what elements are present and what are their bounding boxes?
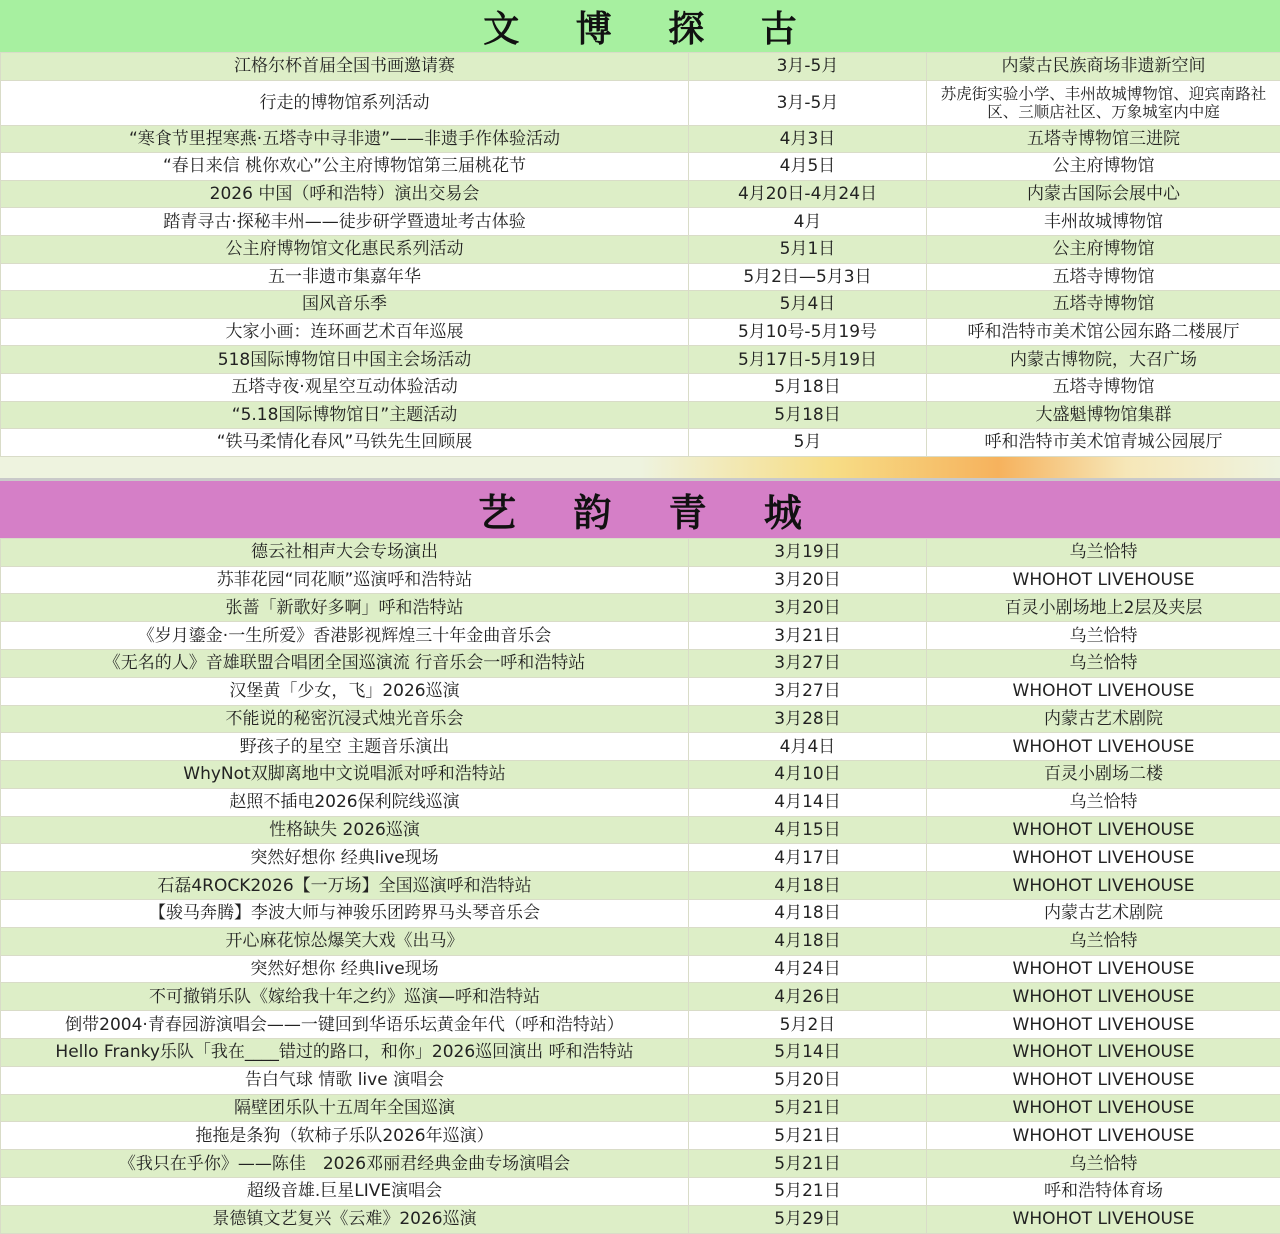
event-name-cell: 野孩子的星空 主题音乐演出 [1, 733, 689, 761]
event-venue-cell: WHOHOT LIVEHOUSE [927, 844, 1280, 872]
event-date-cell: 5月14日 [689, 1039, 927, 1067]
event-name-cell: 行走的博物馆系列活动 [1, 80, 689, 125]
section-gap [0, 457, 1280, 478]
event-venue-cell: 五塔寺博物馆 [927, 373, 1280, 401]
event-date-cell: 5月10号-5月19号 [689, 318, 927, 346]
table-row [1, 346, 1280, 374]
event-venue-cell: 五塔寺博物馆 [927, 291, 1280, 319]
event-venue-cell: 大盛魁博物馆集群 [927, 401, 1280, 429]
table-row [1, 816, 1280, 844]
table-row [1, 125, 1280, 153]
event-venue-cell: 乌兰恰特 [927, 1150, 1280, 1178]
event-date-cell: 4月4日 [689, 733, 927, 761]
table-row [1, 927, 1280, 955]
event-venue-cell: WHOHOT LIVEHOUSE [927, 983, 1280, 1011]
table-row [1, 373, 1280, 401]
event-date-cell: 4月18日 [689, 900, 927, 928]
event-date-cell: 3月21日 [689, 622, 927, 650]
event-name-cell: 江格尔杯首届全国书画邀请赛 [1, 53, 689, 81]
table-row [1, 235, 1280, 263]
event-venue-cell: 乌兰恰特 [927, 649, 1280, 677]
event-venue-cell: 内蒙古博物院，大召广场 [927, 346, 1280, 374]
event-venue-cell: WHOHOT LIVEHOUSE [927, 955, 1280, 983]
event-date-cell: 3月-5月 [689, 80, 927, 125]
event-name-cell: WhyNot双脚离地中文说唱派对呼和浩特站 [1, 761, 689, 789]
event-date-cell: 5月21日 [689, 1150, 927, 1178]
table-row [1, 180, 1280, 208]
table-row [1, 733, 1280, 761]
event-venue-cell: 五塔寺博物馆 [927, 263, 1280, 291]
event-venue-cell: 公主府博物馆 [927, 235, 1280, 263]
event-venue-cell: 乌兰恰特 [927, 622, 1280, 650]
table-row [1, 1122, 1280, 1150]
event-name-cell: 【骏马奔腾】李波大师与神骏乐团跨界马头琴音乐会 [1, 900, 689, 928]
event-date-cell: 5月1日 [689, 235, 927, 263]
event-venue-cell: 呼和浩特市美术馆公园东路二楼展厅 [927, 318, 1280, 346]
event-date-cell: 3月19日 [689, 538, 927, 566]
event-name-cell: 踏青寻古·探秘丰州——徒步研学暨遗址考古体验 [1, 208, 689, 236]
events-table-arts-city [0, 538, 1280, 1234]
table-row [1, 53, 1280, 81]
event-date-cell: 4月20日-4月24日 [689, 180, 927, 208]
event-name-cell: 突然好想你 经典live现场 [1, 955, 689, 983]
event-date-cell: 4月10日 [689, 761, 927, 789]
event-date-cell: 4月26日 [689, 983, 927, 1011]
event-name-cell: 性格缺失 2026巡演 [1, 816, 689, 844]
event-name-cell: 德云社相声大会专场演出 [1, 538, 689, 566]
event-date-cell: 3月20日 [689, 594, 927, 622]
event-date-cell: 5月21日 [689, 1122, 927, 1150]
event-name-cell: 不能说的秘密沉浸式烛光音乐会 [1, 705, 689, 733]
table-row [1, 983, 1280, 1011]
event-date-cell: 5月2日—5月3日 [689, 263, 927, 291]
event-venue-cell: 内蒙古艺术剧院 [927, 705, 1280, 733]
event-name-cell: 赵照不插电2026保利院线巡演 [1, 788, 689, 816]
event-name-cell: 公主府博物馆文化惠民系列活动 [1, 235, 689, 263]
event-venue-cell: 内蒙古艺术剧院 [927, 900, 1280, 928]
event-name-cell: “铁马柔情化春风”马铁先生回顾展 [1, 429, 689, 457]
event-date-cell: 4月3日 [689, 125, 927, 153]
event-venue-cell: 五塔寺博物馆三进院 [927, 125, 1280, 153]
event-date-cell: 4月18日 [689, 872, 927, 900]
event-venue-cell: 百灵小剧场二楼 [927, 761, 1280, 789]
event-name-cell: 国风音乐季 [1, 291, 689, 319]
table-row [1, 1178, 1280, 1206]
table-row [1, 429, 1280, 457]
event-name-cell: 倒带2004·青春园游演唱会——一键回到华语乐坛黄金年代（呼和浩特站） [1, 1011, 689, 1039]
table-row [1, 263, 1280, 291]
event-date-cell: 3月-5月 [689, 53, 927, 81]
event-name-cell: “5.18国际博物馆日”主题活动 [1, 401, 689, 429]
table-row [1, 291, 1280, 319]
event-date-cell: 5月2日 [689, 1011, 927, 1039]
event-name-cell: 石磊4ROCK2026【一万场】全国巡演呼和浩特站 [1, 872, 689, 900]
event-venue-cell: 内蒙古国际会展中心 [927, 180, 1280, 208]
event-name-cell: 《岁月鎏金·一生所爱》香港影视辉煌三十年金曲音乐会 [1, 622, 689, 650]
event-date-cell: 5月18日 [689, 401, 927, 429]
event-venue-cell: 苏虎街实验小学、丰州故城博物馆、迎宾南路社区、三顺店社区、万象城室内中庭 [927, 80, 1280, 125]
event-name-cell: 开心麻花惊怂爆笑大戏《出马》 [1, 927, 689, 955]
section-arts-city [0, 481, 1280, 1234]
event-venue-cell: 乌兰恰特 [927, 927, 1280, 955]
event-venue-cell: WHOHOT LIVEHOUSE [927, 1122, 1280, 1150]
event-date-cell: 5月17日-5月19日 [689, 346, 927, 374]
events-table-culture-museum [0, 52, 1280, 457]
event-name-cell: 张蔷「新歌好多啊」呼和浩特站 [1, 594, 689, 622]
event-name-cell: 《无名的人》音雄联盟合唱团全国巡演流 行音乐会一呼和浩特站 [1, 649, 689, 677]
event-name-cell: 超级音雄.巨星LIVE演唱会 [1, 1178, 689, 1206]
event-venue-cell: WHOHOT LIVEHOUSE [927, 1066, 1280, 1094]
table-row [1, 761, 1280, 789]
table-row [1, 677, 1280, 705]
event-venue-cell: 呼和浩特体育场 [927, 1178, 1280, 1206]
table-row [1, 401, 1280, 429]
event-name-cell: 2026 中国（呼和浩特）演出交易会 [1, 180, 689, 208]
event-venue-cell: WHOHOT LIVEHOUSE [927, 1011, 1280, 1039]
event-venue-cell: 乌兰恰特 [927, 788, 1280, 816]
table-row [1, 80, 1280, 125]
event-date-cell: 4月18日 [689, 927, 927, 955]
event-date-cell: 4月17日 [689, 844, 927, 872]
event-venue-cell: 百灵小剧场地上2层及夹层 [927, 594, 1280, 622]
event-venue-cell: WHOHOT LIVEHOUSE [927, 1039, 1280, 1067]
section-title-culture-museum: 文 博 探 古 [0, 0, 1280, 52]
table-row [1, 1205, 1280, 1233]
event-name-cell: 隔壁团乐队十五周年全国巡演 [1, 1094, 689, 1122]
event-venue-cell: 丰州故城博物馆 [927, 208, 1280, 236]
event-name-cell: 大家小画：连环画艺术百年巡展 [1, 318, 689, 346]
section-culture-museum [0, 0, 1280, 457]
event-name-cell: 突然好想你 经典live现场 [1, 844, 689, 872]
event-date-cell: 5月20日 [689, 1066, 927, 1094]
table-row [1, 1066, 1280, 1094]
event-name-cell: 五一非遗市集嘉年华 [1, 263, 689, 291]
table-row [1, 1011, 1280, 1039]
event-date-cell: 5月21日 [689, 1178, 927, 1206]
event-date-cell: 4月14日 [689, 788, 927, 816]
table-row [1, 705, 1280, 733]
event-name-cell: “寒食节里捏寒燕·五塔寺中寻非遗”——非遗手作体验活动 [1, 125, 689, 153]
event-venue-cell: 呼和浩特市美术馆青城公园展厅 [927, 429, 1280, 457]
table-row [1, 208, 1280, 236]
event-name-cell: 五塔寺夜·观星空互动体验活动 [1, 373, 689, 401]
table-row [1, 1150, 1280, 1178]
event-name-cell: 汉堡黄「少女，飞」2026巡演 [1, 677, 689, 705]
table-row [1, 872, 1280, 900]
event-name-cell: 苏菲花园“同花顺”巡演呼和浩特站 [1, 566, 689, 594]
event-venue-cell: WHOHOT LIVEHOUSE [927, 1205, 1280, 1233]
event-name-cell: 拖拖是条狗（软柿子乐队2026年巡演） [1, 1122, 689, 1150]
table-row [1, 1094, 1280, 1122]
event-venue-cell: WHOHOT LIVEHOUSE [927, 816, 1280, 844]
table-row [1, 153, 1280, 181]
event-venue-cell: WHOHOT LIVEHOUSE [927, 733, 1280, 761]
table-row [1, 566, 1280, 594]
section-title-arts-city: 艺 韵 青 城 [0, 481, 1280, 538]
table-row [1, 844, 1280, 872]
event-date-cell: 4月 [689, 208, 927, 236]
table-row [1, 788, 1280, 816]
event-name-cell: “春日来信 桃你欢心”公主府博物馆第三届桃花节 [1, 153, 689, 181]
event-name-cell: 景德镇文艺复兴《云难》2026巡演 [1, 1205, 689, 1233]
event-date-cell: 5月4日 [689, 291, 927, 319]
table-row [1, 594, 1280, 622]
event-name-cell: 告白气球 情歌 live 演唱会 [1, 1066, 689, 1094]
table-row [1, 622, 1280, 650]
event-date-cell: 5月21日 [689, 1094, 927, 1122]
table-row [1, 538, 1280, 566]
event-date-cell: 3月20日 [689, 566, 927, 594]
event-name-cell: 《我只在乎你》——陈佳 2026邓丽君经典金曲专场演唱会 [1, 1150, 689, 1178]
table-row [1, 1039, 1280, 1067]
table-row [1, 318, 1280, 346]
event-date-cell: 5月 [689, 429, 927, 457]
event-date-cell: 3月28日 [689, 705, 927, 733]
event-venue-cell: 内蒙古民族商场非遗新空间 [927, 53, 1280, 81]
event-date-cell: 5月18日 [689, 373, 927, 401]
event-date-cell: 4月15日 [689, 816, 927, 844]
event-date-cell: 5月29日 [689, 1205, 927, 1233]
event-date-cell: 4月5日 [689, 153, 927, 181]
event-venue-cell: WHOHOT LIVEHOUSE [927, 1094, 1280, 1122]
table-row [1, 955, 1280, 983]
event-venue-cell: WHOHOT LIVEHOUSE [927, 872, 1280, 900]
table-row [1, 649, 1280, 677]
event-name-cell: 518国际博物馆日中国主会场活动 [1, 346, 689, 374]
event-venue-cell: 公主府博物馆 [927, 153, 1280, 181]
event-venue-cell: 乌兰恰特 [927, 538, 1280, 566]
table-row [1, 900, 1280, 928]
event-venue-cell: WHOHOT LIVEHOUSE [927, 566, 1280, 594]
event-name-cell: 不可撤销乐队《嫁给我十年之约》巡演—呼和浩特站 [1, 983, 689, 1011]
event-name-cell: Hello Franky乐队「我在____错过的路口，和你」2026巡回演出 呼和浩特站 [1, 1039, 689, 1067]
event-date-cell: 4月24日 [689, 955, 927, 983]
event-date-cell: 3月27日 [689, 677, 927, 705]
event-date-cell: 3月27日 [689, 649, 927, 677]
event-venue-cell: WHOHOT LIVEHOUSE [927, 677, 1280, 705]
